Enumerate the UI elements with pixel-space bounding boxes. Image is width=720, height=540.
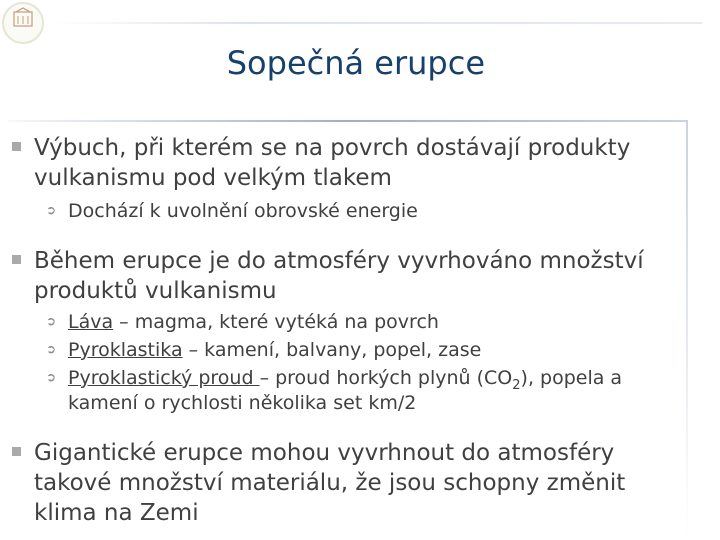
- sub-bullet-text: [68, 310, 686, 335]
- circle-arrow-bullet-icon: ➲: [46, 370, 57, 384]
- sub-bullet-item: [46, 338, 686, 363]
- bullet-text: Během erupce je do atmosféry vyvrhováno množství produktů vulkanismu: [34, 248, 644, 304]
- square-bullet-icon: [12, 255, 21, 264]
- term-pyroklastika: Pyroklastika: [68, 339, 183, 361]
- term-desc: – proud horkých plynů (CO: [259, 367, 513, 389]
- slide-title: Sopečná erupce: [226, 44, 485, 82]
- circle-arrow-bullet-icon: ➲: [46, 314, 57, 328]
- term-desc-cont: ), popela a kamení o rychlosti několika set km/2: [68, 367, 623, 414]
- term-desc: – kamení, balvany, popel, zase: [182, 339, 482, 361]
- circle-arrow-bullet-icon: ➲: [46, 342, 57, 356]
- bullet-item: [12, 133, 692, 193]
- bullet-text: Výbuch, při kterém se na povrch dostávají produkty vulkanismu pod velkým tlakem: [34, 135, 631, 191]
- term-desc: – magma, které vytéká na povrch: [113, 311, 439, 333]
- subscript: 2: [512, 377, 521, 393]
- bullet-item: [12, 246, 692, 306]
- sub-bullet-text: [68, 338, 686, 363]
- square-bullet-icon: [12, 447, 21, 456]
- term-lava: Láva: [68, 311, 114, 333]
- term-pyroklasticky-proud: Pyroklastický proud: [68, 367, 260, 389]
- bullet-item: [12, 438, 692, 528]
- sub-bullet-text: Dochází k uvolnění obrovské energie: [68, 200, 418, 222]
- sub-bullet-item: [46, 366, 686, 416]
- square-bullet-icon: [12, 142, 21, 151]
- sub-bullet-item: [46, 310, 686, 335]
- bullet-text: Gigantické erupce mohou vyvrhnout do atmosféry takové množství materiálu, že jsou schopny změnit klima na Zemi: [34, 440, 626, 526]
- circle-arrow-bullet-icon: ➲: [46, 203, 57, 217]
- sub-bullet-text: [68, 366, 686, 416]
- sub-bullet-item: [46, 199, 686, 224]
